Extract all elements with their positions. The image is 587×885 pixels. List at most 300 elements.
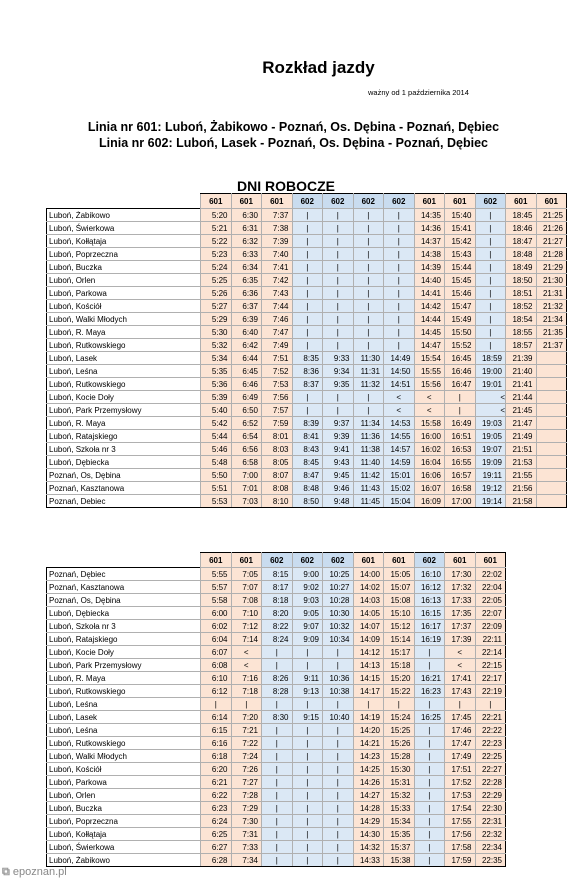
- departure-time: |: [323, 815, 354, 828]
- departure-time: 14:57: [384, 443, 415, 456]
- departure-time: |: [292, 841, 323, 854]
- departure-time: 14:40: [414, 274, 445, 287]
- departure-time: 17:45: [445, 711, 476, 724]
- departure-time: |: [414, 698, 445, 711]
- departure-time: 10:36: [323, 672, 354, 685]
- departure-time: 7:53: [262, 378, 293, 391]
- departure-time: |: [384, 235, 415, 248]
- departure-time: 7:01: [231, 482, 262, 495]
- departure-time: 11:40: [353, 456, 384, 469]
- departure-time: 8:24: [262, 633, 293, 646]
- departure-time: |: [292, 326, 323, 339]
- departure-time: 16:04: [414, 456, 445, 469]
- departure-time: 5:53: [201, 495, 232, 508]
- departure-time: 10:38: [323, 685, 354, 698]
- departure-time: |: [292, 659, 323, 672]
- departure-time: 8:28: [262, 685, 293, 698]
- departure-time: 5:46: [201, 443, 232, 456]
- departure-time: 16:57: [445, 469, 476, 482]
- departure-time: 9:05: [292, 607, 323, 620]
- departure-time: 15:37: [384, 841, 415, 854]
- departure-time: 16:23: [414, 685, 445, 698]
- departure-time: 6:54: [231, 430, 262, 443]
- departure-time: 7:03: [231, 495, 262, 508]
- departure-time: 5:55: [201, 568, 232, 581]
- stop-name: Luboń, Żabikowo: [47, 854, 201, 867]
- departure-time: 6:31: [231, 222, 262, 235]
- departure-time: 14:05: [353, 607, 384, 620]
- departure-time: 14:09: [353, 633, 384, 646]
- departure-time: 6:50: [231, 404, 262, 417]
- departure-time: 8:08: [262, 482, 293, 495]
- departure-time: 5:26: [201, 287, 232, 300]
- departure-time: |: [262, 854, 293, 867]
- departure-time: 21:30: [536, 274, 567, 287]
- departure-time: 17:52: [445, 776, 476, 789]
- stop-name: Luboń, Ratajskiego: [47, 633, 201, 646]
- departure-time: 21:31: [536, 287, 567, 300]
- stop-name: Poznań, Kasztanowa: [47, 482, 201, 495]
- departure-time: 8:07: [262, 469, 293, 482]
- table-row: [47, 685, 506, 698]
- stop-name: Luboń, Park Przemysłowy: [47, 404, 201, 417]
- departure-time: |: [262, 750, 293, 763]
- timetable-return: [46, 552, 506, 867]
- departure-time: |: [475, 274, 506, 287]
- stop-name: Luboń, Poprzeczna: [47, 815, 201, 828]
- route-descriptions: [0, 119, 587, 151]
- departure-time: 5:32: [201, 339, 232, 352]
- line-number-header: 601: [445, 194, 476, 209]
- departure-time: |: [292, 287, 323, 300]
- departure-time: 9:33: [323, 352, 354, 365]
- departure-time: 7:33: [231, 841, 262, 854]
- departure-time: 19:14: [475, 495, 506, 508]
- departure-time: |: [323, 828, 354, 841]
- departure-time: 14:37: [414, 235, 445, 248]
- line-number-header: 602: [323, 194, 354, 209]
- departure-time: |: [384, 261, 415, 274]
- departure-time: 17:35: [445, 607, 476, 620]
- departure-time: |: [445, 404, 476, 417]
- departure-time: 21:37: [536, 339, 567, 352]
- departure-time: <: [445, 659, 476, 672]
- departure-time: 14:51: [384, 378, 415, 391]
- table-row: [47, 378, 567, 391]
- departure-time: 16:55: [445, 456, 476, 469]
- departure-time: 15:40: [445, 209, 476, 222]
- stop-name: Luboń, R. Maya: [47, 672, 201, 685]
- departure-time: 19:12: [475, 482, 506, 495]
- line-number-header: 602: [384, 194, 415, 209]
- departure-time: |: [323, 724, 354, 737]
- departure-time: |: [353, 287, 384, 300]
- departure-time: |: [323, 659, 354, 672]
- departure-time: 15:32: [384, 789, 415, 802]
- departure-time: 14:27: [353, 789, 384, 802]
- departure-time: 15:46: [445, 287, 476, 300]
- departure-time: 14:25: [353, 763, 384, 776]
- departure-time: 14:59: [384, 456, 415, 469]
- stop-name: Luboń, Szkoła nr 3: [47, 620, 201, 633]
- departure-time: |: [323, 274, 354, 287]
- departure-time: 18:49: [506, 261, 537, 274]
- departure-time: |: [323, 235, 354, 248]
- departure-time: 8:50: [292, 495, 323, 508]
- table-row: [47, 248, 567, 261]
- departure-time: 16:53: [445, 443, 476, 456]
- departure-time: 18:54: [506, 313, 537, 326]
- departure-time: |: [323, 698, 354, 711]
- table-row: [47, 209, 567, 222]
- departure-time: 8:10: [262, 495, 293, 508]
- departure-time: 5:21: [201, 222, 232, 235]
- departure-time: 16:49: [445, 417, 476, 430]
- departure-time: |: [292, 209, 323, 222]
- departure-time: 21:56: [506, 482, 537, 495]
- departure-time: |: [292, 339, 323, 352]
- departure-time: |: [353, 326, 384, 339]
- departure-time: |: [262, 789, 293, 802]
- departure-time: |: [323, 854, 354, 867]
- departure-time: 9:46: [323, 482, 354, 495]
- table-row: [47, 750, 506, 763]
- departure-time: 22:22: [475, 724, 506, 737]
- empty-cell: [536, 378, 567, 391]
- line-number-header: 601: [262, 194, 293, 209]
- line-number-header: 601: [201, 553, 232, 568]
- departure-time: 9:48: [323, 495, 354, 508]
- table-row: [47, 417, 567, 430]
- table-row: [47, 287, 567, 300]
- departure-time: |: [323, 802, 354, 815]
- departure-time: 22:30: [475, 802, 506, 815]
- departure-time: 16:17: [414, 620, 445, 633]
- departure-time: 14:30: [353, 828, 384, 841]
- departure-time: 7:38: [262, 222, 293, 235]
- departure-time: 14:07: [353, 620, 384, 633]
- departure-time: 6:22: [201, 789, 232, 802]
- departure-time: 6:24: [201, 815, 232, 828]
- departure-time: 15:41: [445, 222, 476, 235]
- departure-time: |: [323, 763, 354, 776]
- departure-time: 7:30: [231, 815, 262, 828]
- departure-time: 16:47: [445, 378, 476, 391]
- departure-time: 15:31: [384, 776, 415, 789]
- departure-time: 15:33: [384, 802, 415, 815]
- departure-time: 7:07: [231, 581, 262, 594]
- departure-time: 14:47: [414, 339, 445, 352]
- empty-cell: [536, 352, 567, 365]
- departure-time: 6:40: [231, 326, 262, 339]
- line-number-header: 602: [292, 553, 323, 568]
- departure-time: |: [384, 326, 415, 339]
- departure-time: 7:24: [231, 750, 262, 763]
- departure-time: |: [262, 698, 293, 711]
- departure-time: |: [323, 776, 354, 789]
- departure-time: 17:30: [445, 568, 476, 581]
- departure-time: 9:09: [292, 633, 323, 646]
- table-row: [47, 391, 567, 404]
- departure-time: 18:59: [475, 352, 506, 365]
- empty-cell: [536, 430, 567, 443]
- departure-time: 6:33: [231, 248, 262, 261]
- table-row: [47, 300, 567, 313]
- watermark: [2, 866, 67, 879]
- departure-time: 16:10: [414, 568, 445, 581]
- stop-name: Luboń, Buczka: [47, 802, 201, 815]
- table-row: [47, 737, 506, 750]
- departure-time: 14:32: [353, 841, 384, 854]
- stop-name: Luboń, Rutkowskiego: [47, 378, 201, 391]
- departure-time: 21:45: [506, 404, 537, 417]
- departure-time: 21:34: [536, 313, 567, 326]
- departure-time: 21:51: [506, 443, 537, 456]
- empty-cell: [536, 417, 567, 430]
- departure-time: 17:41: [445, 672, 476, 685]
- departure-time: 15:04: [384, 495, 415, 508]
- departure-time: |: [262, 763, 293, 776]
- departure-time: 15:45: [445, 274, 476, 287]
- departure-time: 9:35: [323, 378, 354, 391]
- line-number-header: 601: [353, 553, 384, 568]
- departure-time: |: [445, 391, 476, 404]
- departure-time: 5:40: [201, 404, 232, 417]
- stop-name: Luboń, Leśna: [47, 698, 201, 711]
- departure-time: 7:57: [262, 404, 293, 417]
- departure-time: 15:49: [445, 313, 476, 326]
- table-row: [47, 352, 567, 365]
- departure-time: 8:30: [262, 711, 293, 724]
- departure-time: 21:49: [506, 430, 537, 443]
- departure-time: 5:34: [201, 352, 232, 365]
- table-row: [47, 711, 506, 724]
- departure-time: 18:50: [506, 274, 537, 287]
- stop-header: [47, 553, 201, 568]
- departure-time: |: [353, 222, 384, 235]
- departure-time: 6:12: [201, 685, 232, 698]
- table-row: [47, 854, 506, 867]
- stop-name: Luboń, Parkowa: [47, 287, 201, 300]
- stop-name: Luboń, Lasek: [47, 352, 201, 365]
- departure-time: |: [445, 698, 476, 711]
- line-number-header: 601: [384, 553, 415, 568]
- departure-time: |: [292, 737, 323, 750]
- departure-time: 16:19: [414, 633, 445, 646]
- departure-time: |: [353, 274, 384, 287]
- departure-time: 11:38: [353, 443, 384, 456]
- stop-name: Luboń, Rutkowskiego: [47, 737, 201, 750]
- departure-time: |: [292, 724, 323, 737]
- departure-time: 21:32: [536, 300, 567, 313]
- departure-time: |: [414, 841, 445, 854]
- departure-time: 6:37: [231, 300, 262, 313]
- departure-time: 7:43: [262, 287, 293, 300]
- departure-time: 5:27: [201, 300, 232, 313]
- departure-time: |: [353, 261, 384, 274]
- stop-name: Luboń, Park Przemysłowy: [47, 659, 201, 672]
- table-row: [47, 698, 506, 711]
- departure-time: |: [323, 737, 354, 750]
- departure-time: |: [292, 404, 323, 417]
- departure-time: 21:53: [506, 456, 537, 469]
- departure-time: 9:43: [323, 456, 354, 469]
- departure-time: 8:05: [262, 456, 293, 469]
- departure-time: 7:37: [262, 209, 293, 222]
- departure-time: |: [414, 763, 445, 776]
- departure-time: 9:02: [292, 581, 323, 594]
- departure-time: |: [323, 404, 354, 417]
- departure-time: 8:43: [292, 443, 323, 456]
- departure-time: |: [292, 300, 323, 313]
- departure-time: 17:39: [445, 633, 476, 646]
- departure-time: 5:44: [201, 430, 232, 443]
- departure-time: 18:48: [506, 248, 537, 261]
- departure-time: 11:31: [353, 365, 384, 378]
- departure-time: 8:20: [262, 607, 293, 620]
- header-row: [47, 194, 567, 209]
- stop-name: Luboń, Leśna: [47, 724, 201, 737]
- departure-time: 21:28: [536, 248, 567, 261]
- departure-time: 14:45: [414, 326, 445, 339]
- stop-name: Luboń, Orlen: [47, 274, 201, 287]
- table-row: [47, 430, 567, 443]
- departure-time: |: [353, 698, 384, 711]
- departure-time: 6:16: [201, 737, 232, 750]
- departure-time: 16:13: [414, 594, 445, 607]
- header-row: [47, 553, 506, 568]
- departure-time: |: [353, 391, 384, 404]
- departure-time: 15:25: [384, 724, 415, 737]
- departure-time: |: [292, 750, 323, 763]
- departure-time: 16:15: [414, 607, 445, 620]
- departure-time: |: [475, 209, 506, 222]
- departure-time: 10:40: [323, 711, 354, 724]
- departure-time: 15:10: [384, 607, 415, 620]
- departure-time: 22:14: [475, 646, 506, 659]
- departure-time: |: [323, 326, 354, 339]
- departure-time: |: [292, 698, 323, 711]
- departure-time: |: [475, 326, 506, 339]
- stop-name: Luboń, Poprzeczna: [47, 248, 201, 261]
- departure-time: 15:52: [445, 339, 476, 352]
- departure-time: |: [292, 646, 323, 659]
- departure-time: 11:45: [353, 495, 384, 508]
- departure-time: 6:28: [201, 854, 232, 867]
- departure-time: 22:23: [475, 737, 506, 750]
- departure-time: 17:49: [445, 750, 476, 763]
- empty-cell: [536, 469, 567, 482]
- departure-time: 22:17: [475, 672, 506, 685]
- departure-time: 15:17: [384, 646, 415, 659]
- table-row: [47, 313, 567, 326]
- departure-time: |: [292, 815, 323, 828]
- table-row: [47, 841, 506, 854]
- departure-time: 7:40: [262, 248, 293, 261]
- departure-time: 8:26: [262, 672, 293, 685]
- departure-time: 21:26: [536, 222, 567, 235]
- departure-time: |: [414, 802, 445, 815]
- departure-time: 10:32: [323, 620, 354, 633]
- departure-time: 15:26: [384, 737, 415, 750]
- departure-time: 16:06: [414, 469, 445, 482]
- departure-time: 8:41: [292, 430, 323, 443]
- departure-time: 7:42: [262, 274, 293, 287]
- route-601: Linia nr 601: Luboń, Żabikowo - Poznań, Os. Dębina - Poznań, Dębiec: [87, 120, 500, 134]
- departure-time: 17:46: [445, 724, 476, 737]
- departure-time: |: [292, 235, 323, 248]
- departure-time: |: [475, 248, 506, 261]
- departure-time: |: [323, 789, 354, 802]
- departure-time: |: [323, 248, 354, 261]
- departure-time: 7:05: [231, 568, 262, 581]
- table-row: [47, 365, 567, 378]
- page-title: Rozkład jazdy: [262, 58, 375, 77]
- departure-time: 15:35: [384, 828, 415, 841]
- departure-time: |: [323, 261, 354, 274]
- stop-name: Luboń, Kościół: [47, 763, 201, 776]
- departure-time: 7:31: [231, 828, 262, 841]
- table-row: [47, 443, 567, 456]
- departure-time: 8:39: [292, 417, 323, 430]
- departure-time: <: [475, 404, 506, 417]
- departure-time: 14:39: [414, 261, 445, 274]
- departure-time: 6:39: [231, 313, 262, 326]
- departure-time: 15:08: [384, 594, 415, 607]
- departure-time: 5:22: [201, 235, 232, 248]
- stop-name: Luboń, Żabikowo: [47, 209, 201, 222]
- stop-name: Luboń, Kołłątaja: [47, 828, 201, 841]
- timetable-outbound: [46, 193, 567, 508]
- departure-time: 7:46: [262, 313, 293, 326]
- departure-time: 16:09: [414, 495, 445, 508]
- departure-time: <: [384, 391, 415, 404]
- departure-time: 11:30: [353, 352, 384, 365]
- departure-time: 15:56: [414, 378, 445, 391]
- departure-time: 6:49: [231, 391, 262, 404]
- departure-time: |: [475, 222, 506, 235]
- departure-time: 5:29: [201, 313, 232, 326]
- line-number-header: 601: [231, 194, 262, 209]
- departure-time: |: [262, 776, 293, 789]
- departure-time: <: [384, 404, 415, 417]
- departure-time: |: [384, 248, 415, 261]
- departure-time: 6:34: [231, 261, 262, 274]
- stop-name: Poznań, Dębiec: [47, 568, 201, 581]
- departure-time: 6:42: [231, 339, 262, 352]
- line-number-header: 602: [262, 553, 293, 568]
- departure-time: <: [475, 391, 506, 404]
- departure-time: 14:38: [414, 248, 445, 261]
- departure-time: 14:53: [384, 417, 415, 430]
- departure-time: 6:52: [231, 417, 262, 430]
- departure-time: 6:21: [201, 776, 232, 789]
- departure-time: 17:43: [445, 685, 476, 698]
- table-row: [47, 404, 567, 417]
- departure-time: 8:47: [292, 469, 323, 482]
- departure-time: |: [292, 391, 323, 404]
- departure-time: 6:00: [201, 607, 232, 620]
- departure-time: 6:46: [231, 378, 262, 391]
- departure-time: 15:30: [384, 763, 415, 776]
- departure-time: |: [292, 763, 323, 776]
- departure-time: 8:45: [292, 456, 323, 469]
- departure-time: 18:55: [506, 326, 537, 339]
- departure-time: 14:02: [353, 581, 384, 594]
- departure-time: 6:08: [201, 659, 232, 672]
- departure-time: 14:41: [414, 287, 445, 300]
- stop-name: Luboń, Rutkowskiego: [47, 339, 201, 352]
